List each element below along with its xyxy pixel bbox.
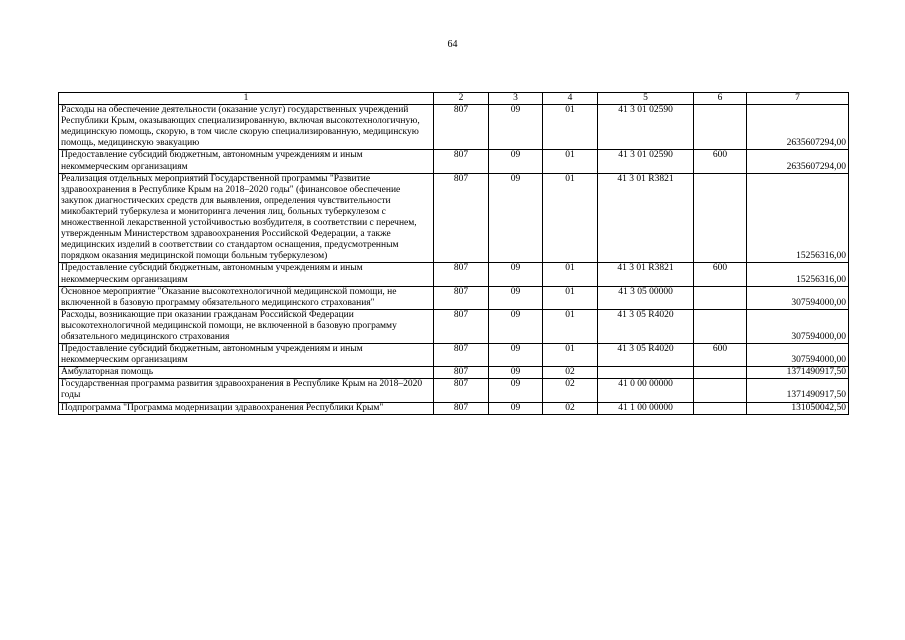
table-row: [59, 379, 849, 402]
table-row: [59, 309, 849, 343]
row-subsection-cell: 01: [543, 150, 598, 173]
row-target-article-cell: 41 3 01 R3821: [598, 263, 694, 286]
row-section-cell: 09: [489, 263, 543, 286]
row-code-cell: 807: [434, 173, 489, 263]
row-code-cell: 807: [434, 344, 489, 367]
row-sum-cell: 15256316,00: [747, 263, 849, 286]
row-sum-cell: 15256316,00: [747, 173, 849, 263]
row-sum-cell: 307594000,00: [747, 309, 849, 343]
row-code-cell: 807: [434, 286, 489, 309]
row-target-article-cell: 41 3 05 R4020: [598, 344, 694, 367]
row-subsection-cell: 02: [543, 367, 598, 379]
row-name-cell: Расходы на обеспечение деятельности (оказание услуг) государственных учреждений Республики Крым, оказывающих специализированную, включая высокотехнологичную, медицинскую помощь, скорую, в том числе скорую специализированную, медицинскую помощь, медицинскую эвакуацию: [59, 105, 434, 150]
header-cell: 1: [59, 93, 434, 105]
row-subsection-cell: 02: [543, 402, 598, 414]
page-number: 64: [447, 39, 458, 50]
row-sum-cell: 307594000,00: [747, 344, 849, 367]
row-subsection-cell: 01: [543, 173, 598, 263]
row-expense-type-cell: 600: [694, 150, 747, 173]
table-row: [59, 105, 849, 150]
row-target-article-cell: 41 3 05 00000: [598, 286, 694, 309]
row-name-cell: Предоставление субсидий бюджетным, автономным учреждениям и иным некоммерческим организациям: [59, 150, 434, 173]
budget-table: [58, 92, 849, 415]
row-sum-cell: 131050042,50: [747, 402, 849, 414]
row-code-cell: 807: [434, 105, 489, 150]
row-code-cell: 807: [434, 150, 489, 173]
row-target-article-cell: 41 3 01 02590: [598, 105, 694, 150]
row-name-cell: Предоставление субсидий бюджетным, автономным учреждениям и иным некоммерческим организациям: [59, 263, 434, 286]
row-code-cell: 807: [434, 379, 489, 402]
table-row: [59, 173, 849, 263]
header-cell: 5: [598, 93, 694, 105]
row-name-cell: Реализация отдельных мероприятий Государственной программы "Развитие здравоохранения в Республике Крым на 2018–2020 годы" (финансовое обеспечение закупок диагностических средств для выявления, определения чувствительности микобактерий туберкулеза и мониторинга лечения лиц, больных туберкулезом с множественной лекарственной устойчивостью возбудителя, в соответствии с перечнем, утвержденным Министерством здравоохранения Российской Федерации, а также медицинских изделий в соответствии со стандартом оснащения, предусмотренным порядком оказания медицинской помощи больным туберкулезом): [59, 173, 434, 263]
row-target-article-cell: 41 1 00 00000: [598, 402, 694, 414]
row-subsection-cell: 01: [543, 309, 598, 343]
row-section-cell: 09: [489, 105, 543, 150]
row-name-cell: Подпрограмма "Программа модернизации здравоохранения Республики Крым": [59, 402, 434, 414]
row-sum-cell: 1371490917,50: [747, 367, 849, 379]
row-expense-type-cell: 600: [694, 263, 747, 286]
table-row: [59, 367, 849, 379]
table-row: [59, 150, 849, 173]
row-expense-type-cell: [694, 105, 747, 150]
row-expense-type-cell: [694, 173, 747, 263]
row-sum-cell: 307594000,00: [747, 286, 849, 309]
row-section-cell: 09: [489, 367, 543, 379]
row-target-article-cell: [598, 367, 694, 379]
row-subsection-cell: 01: [543, 344, 598, 367]
row-section-cell: 09: [489, 150, 543, 173]
row-section-cell: 09: [489, 173, 543, 263]
row-name-cell: Основное мероприятие "Оказание высокотехнологичной медицинской помощи, не включенной в базовую программу обязательного медицинского страхования": [59, 286, 434, 309]
table-row: [59, 263, 849, 286]
row-subsection-cell: 01: [543, 105, 598, 150]
row-target-article-cell: 41 3 05 R4020: [598, 309, 694, 343]
row-expense-type-cell: [694, 286, 747, 309]
row-target-article-cell: 41 0 00 00000: [598, 379, 694, 402]
row-target-article-cell: 41 3 01 R3821: [598, 173, 694, 263]
table-header-row: [59, 93, 849, 105]
row-code-cell: 807: [434, 367, 489, 379]
row-expense-type-cell: 600: [694, 344, 747, 367]
row-code-cell: 807: [434, 309, 489, 343]
row-sum-cell: 1371490917,50: [747, 379, 849, 402]
row-code-cell: 807: [434, 402, 489, 414]
row-name-cell: Амбулаторная помощь: [59, 367, 434, 379]
header-cell: 6: [694, 93, 747, 105]
row-subsection-cell: 01: [543, 286, 598, 309]
row-section-cell: 09: [489, 286, 543, 309]
row-name-cell: Государственная программа развития здравоохранения в Республике Крым на 2018–2020 годы: [59, 379, 434, 402]
header-cell: 7: [747, 93, 849, 105]
table-body: [59, 93, 849, 415]
row-expense-type-cell: [694, 402, 747, 414]
header-cell: 3: [489, 93, 543, 105]
row-subsection-cell: 02: [543, 379, 598, 402]
row-subsection-cell: 01: [543, 263, 598, 286]
row-expense-type-cell: [694, 309, 747, 343]
row-name-cell: Расходы, возникающие при оказании гражданам Российской Федерации высокотехнологичной медицинской помощи, не включенной в базовую программу обязательного медицинского страхования: [59, 309, 434, 343]
table-row: [59, 286, 849, 309]
row-expense-type-cell: [694, 379, 747, 402]
row-sum-cell: 2635607294,00: [747, 150, 849, 173]
row-name-cell: Предоставление субсидий бюджетным, автономным учреждениям и иным некоммерческим организациям: [59, 344, 434, 367]
row-section-cell: 09: [489, 402, 543, 414]
header-cell: 4: [543, 93, 598, 105]
table-row: [59, 402, 849, 414]
row-section-cell: 09: [489, 344, 543, 367]
row-section-cell: 09: [489, 379, 543, 402]
row-sum-cell: 2635607294,00: [747, 105, 849, 150]
table-row: [59, 344, 849, 367]
header-cell: 2: [434, 93, 489, 105]
row-section-cell: 09: [489, 309, 543, 343]
row-target-article-cell: 41 3 01 02590: [598, 150, 694, 173]
row-code-cell: 807: [434, 263, 489, 286]
row-expense-type-cell: [694, 367, 747, 379]
